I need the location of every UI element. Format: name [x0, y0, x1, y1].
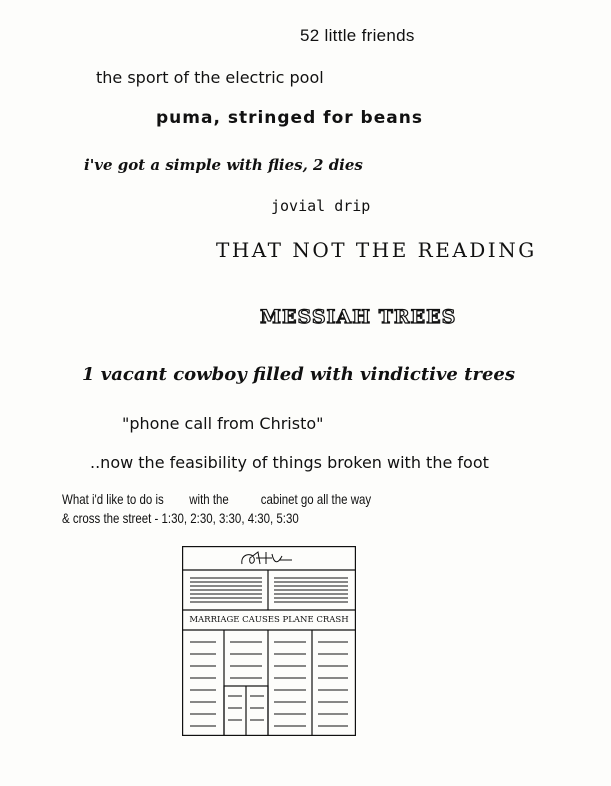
text-line-2: the sport of the electric pool: [96, 68, 324, 87]
text-lines-columns: [190, 642, 348, 726]
newspaper-frame: [183, 547, 356, 736]
masthead-logo-icon: [242, 552, 292, 564]
text-line-7: MESSIAH TREES: [260, 306, 457, 328]
text-line-6: THAT NOT THE READING: [216, 238, 537, 262]
text-line-1: 52 little friends: [300, 26, 415, 45]
text-line-4: i've got a simple with flies, 2 dies: [84, 156, 363, 174]
text-line-3: puma, stringed for beans: [156, 108, 423, 128]
text-line-11: What i'd like to do is with the cabinet go all the way: [62, 491, 372, 507]
text-line-8: 1 vacant cowboy filled with vindictive trees: [82, 364, 515, 385]
newspaper-headline: MARRIAGE CAUSES PLANE CRASH: [189, 615, 349, 625]
text-line-12: & cross the street - 1:30, 2:30, 3:30, 4:30, 5:30: [62, 510, 299, 526]
newspaper-drawing: [182, 546, 356, 736]
text-line-10: ..now the feasibility of things broken with the foot: [90, 453, 489, 472]
text-line-5: jovial drip: [271, 197, 371, 215]
text-line-9: "phone call from Christo": [122, 414, 324, 433]
text-lines-top: [190, 578, 348, 602]
